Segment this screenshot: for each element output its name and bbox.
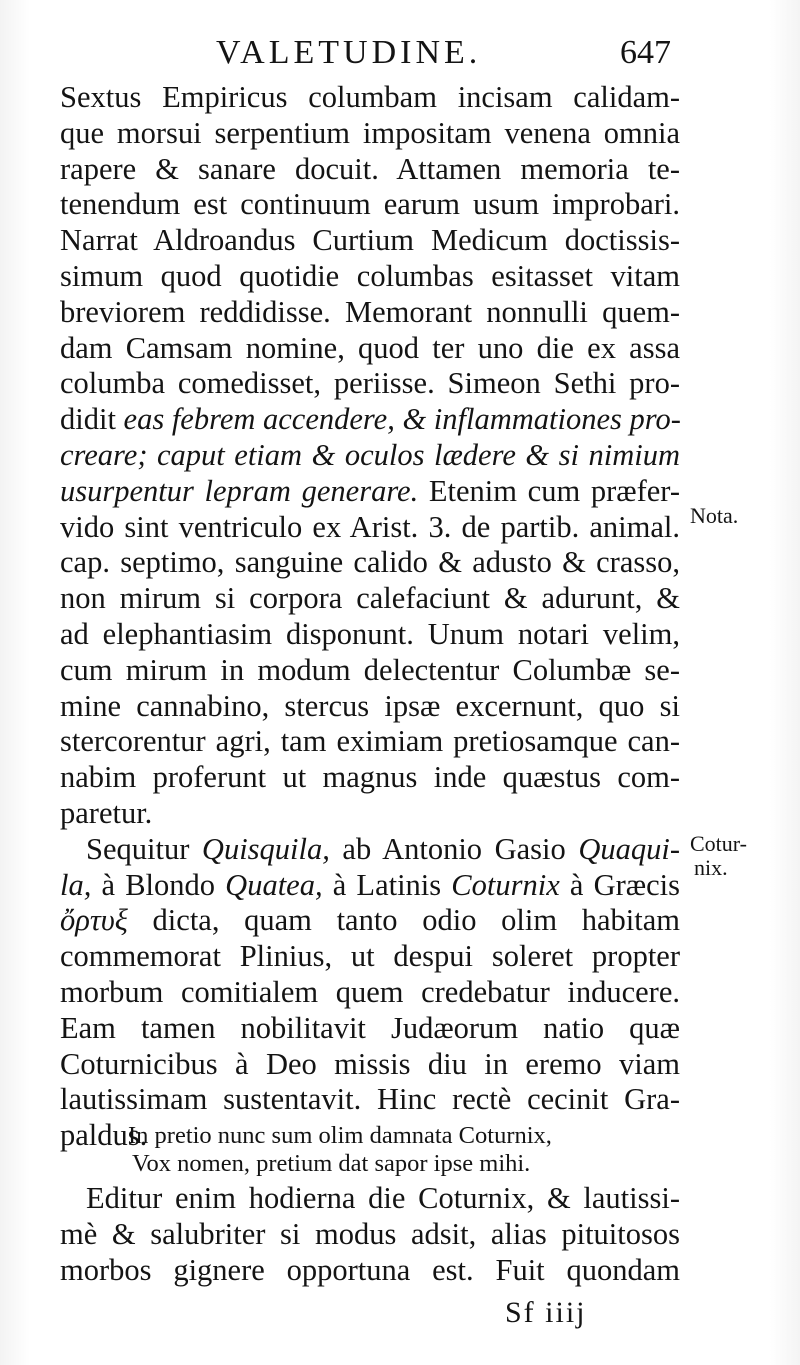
text-line: stercorentur agri, tam eximiam pretiosamque can- bbox=[60, 724, 680, 759]
verse-quotation bbox=[128, 1122, 628, 1178]
verse-line: Vox nomen, pretium dat sapor ipse mihi. bbox=[132, 1150, 531, 1177]
margin-note-line: nix. bbox=[694, 855, 728, 880]
text-line: morbos gignere opportuna est. Fuit quondam bbox=[60, 1252, 680, 1287]
text-line: commemorat Plinius, ut despui soleret propter bbox=[60, 939, 680, 974]
text-line: columba comedisset, periisse. Simeon Sethi pro- bbox=[60, 366, 680, 401]
italic-run: eas febrem accendere, & inflammationes pro- bbox=[123, 402, 681, 437]
text-line: ad elephantiasim disponunt. Unum notari velim, bbox=[60, 616, 680, 651]
page-number: 647 bbox=[620, 34, 671, 71]
text-line: vido sint ventriculo ex Arist. 3. de partib. animal. bbox=[60, 509, 680, 544]
text-line: nabim proferunt ut magnus inde quæstus com- bbox=[60, 760, 680, 795]
text-line: Editur enim hodierna die Coturnix, & lautissi- bbox=[86, 1181, 680, 1215]
text-line: dam Camsam nomine, quod ter uno die ex assa bbox=[60, 330, 680, 365]
text-run: à Græcis bbox=[559, 867, 680, 902]
italic-run: la, bbox=[60, 867, 92, 902]
text-run: Etenim cum præfer- bbox=[418, 473, 681, 508]
italic-run: Quaqui- bbox=[578, 831, 680, 866]
text-line: cum mirum in modum delectentur Columbæ se- bbox=[60, 652, 680, 687]
text-line: lautissimam sustentavit. Hinc rectè cecinit Gra- bbox=[60, 1082, 680, 1117]
text-line: que morsui serpentium impositam venena omnia bbox=[60, 115, 680, 150]
text-line: tenendum est continuum earum usum improbari. bbox=[60, 187, 680, 222]
margin-note-nota: Nota. bbox=[690, 503, 739, 528]
text-run: ab Antonio Gasio bbox=[329, 831, 579, 866]
text-line bbox=[60, 868, 680, 904]
text-run: didit bbox=[60, 402, 124, 437]
text-line: paretur. bbox=[60, 795, 153, 830]
margin-note-coturnix bbox=[690, 832, 770, 880]
text-line: mine cannabino, stercus ipsæ excernunt, quo si bbox=[60, 688, 680, 723]
text-line: creare; caput etiam & oculos lædere & si nimium bbox=[60, 437, 680, 472]
closing-paragraph bbox=[60, 1180, 680, 1287]
text-line: rapere & sanare docuit. Attamen memoria te- bbox=[60, 151, 680, 186]
text-line: non mirum si corpora calefaciunt & adurunt, & bbox=[60, 581, 680, 616]
text-line bbox=[60, 903, 680, 939]
text-line: Narrat Aldroandus Curtium Medicum doctissis- bbox=[60, 223, 680, 258]
text-run: à Blondo bbox=[91, 867, 226, 902]
text-line: breviorem reddidisse. Memorant nonnulli quem- bbox=[60, 294, 680, 329]
signature-mark: Sf iiij bbox=[505, 1296, 587, 1329]
text-line: Sextus Empiricus columbam incisam calidam- bbox=[60, 80, 680, 114]
text-run: Sequitur bbox=[86, 831, 202, 866]
text-run: dicta, quam tanto odio olim habitam bbox=[127, 903, 680, 938]
text-line bbox=[60, 474, 680, 510]
text-line: Coturnicibus à Deo missis diu in eremo viam bbox=[60, 1046, 680, 1081]
text-run: à Latinis bbox=[322, 867, 452, 902]
text-line bbox=[60, 832, 680, 868]
verse-line: In pretio nunc sum olim damnata Coturnix, bbox=[128, 1122, 552, 1149]
text-line: morbum comitialem quem credebatur inducere. bbox=[60, 974, 680, 1009]
greek-word: ὄρτυξ bbox=[60, 903, 128, 938]
italic-run: Quisquila, bbox=[201, 831, 330, 866]
italic-run: Coturnix bbox=[451, 867, 560, 902]
text-line bbox=[60, 402, 680, 438]
text-line: cap. septimo, sanguine calido & adusto & crasso, bbox=[60, 545, 680, 580]
margin-note-line: Cotur- bbox=[690, 831, 747, 856]
text-line: paldus. bbox=[60, 1118, 148, 1153]
running-head: VALETUDINE. bbox=[216, 34, 482, 71]
text-line: simum quod quotidie columbas esitasset vitam bbox=[60, 258, 680, 293]
italic-run: Quatea, bbox=[225, 867, 323, 902]
text-line: mè & salubriter si modus adsit, alias pituitosos bbox=[60, 1216, 680, 1251]
text-line: Eam tamen nobilitavit Judæorum natio quæ bbox=[60, 1010, 680, 1045]
italic-run: usurpentur lepram generare. bbox=[60, 473, 419, 508]
main-text-block bbox=[60, 80, 680, 1154]
